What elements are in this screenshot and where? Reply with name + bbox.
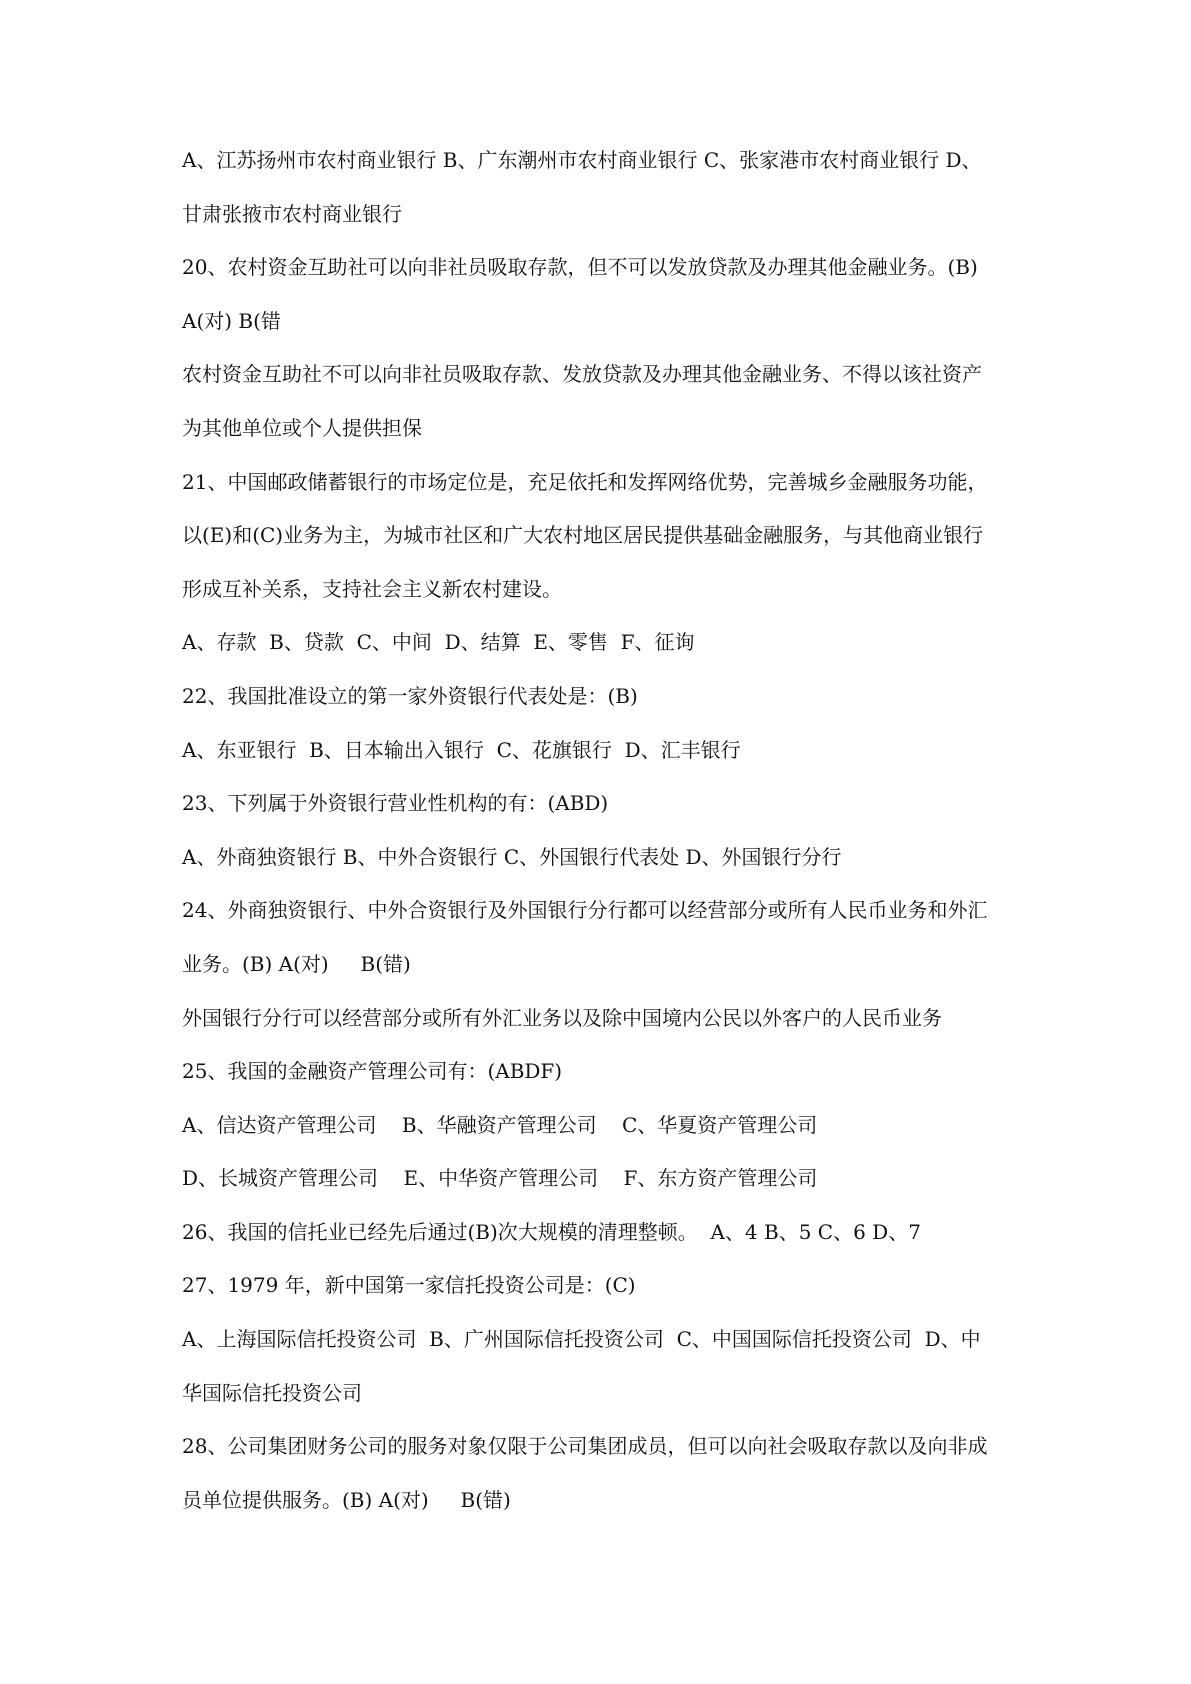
question-21: 21、中国邮政储蓄银行的市场定位是，充足依托和发挥网络优势，完善城乡金融服务功能， [182, 469, 988, 494]
question-24: 24、外商独资银行、中外合资银行及外国银行分行都可以经营部分或所有人民币业务和外汇 [182, 898, 988, 923]
question-28: 28、公司集团财务公司的服务对象仅限于公司集团成员，但可以向社会吸取存款以及向非成 [182, 1434, 988, 1459]
question-23-options: A、外商独资银行 B、中外合资银行 C、外国银行代表处 D、外国银行分行 [182, 844, 842, 869]
question-28-options: 员单位提供服务。(B) A(对) B(错) [182, 1487, 511, 1512]
question-26: 26、我国的信托业已经先后通过(B)次大规模的清理整顿。 A、4 B、5 C、6 D、7 [182, 1219, 921, 1244]
question-20-explanation: 农村资金互助社不可以向非社员吸取存款、发放贷款及办理其他金融业务、不得以该社资产 [182, 362, 982, 387]
question-24-options: 业务。(B) A(对) B(错) [182, 951, 411, 976]
question-27-options-continued: 华国际信托投资公司 [182, 1380, 362, 1405]
question-27-options: A、上海国际信托投资公司 B、广州国际信托投资公司 C、中国国际信托投资公司 D、中 [182, 1327, 981, 1352]
text-line-option-a-d-banks: A、江苏扬州市农村商业银行 B、广东潮州市农村商业银行 C、张家港市农村商业银行 D、 [182, 148, 982, 172]
question-21-continued: 以(E)和(C)业务为主，为城市社区和广大农村地区居民提供基础金融服务，与其他商业银行 [182, 523, 984, 548]
question-27: 27、1979 年，新中国第一家信托投资公司是：(C) [182, 1273, 636, 1298]
question-22-options: A、东亚银行 B、日本输出入银行 C、花旗银行 D、汇丰银行 [182, 737, 741, 762]
question-25-options-row-2: D、长城资产管理公司 E、中华资产管理公司 F、东方资产管理公司 [182, 1166, 818, 1191]
text-line-option-continuation: 甘肃张掖市农村商业银行 [182, 201, 402, 226]
question-20-options: A(对) B(错 [182, 308, 281, 333]
question-21-options: A、存款 B、贷款 C、中间 D、结算 E、零售 F、征询 [182, 630, 695, 655]
question-20-explanation-continued: 为其他单位或个人提供担保 [182, 415, 422, 440]
question-25: 25、我国的金融资产管理公司有：(ABDF) [182, 1059, 563, 1084]
question-20: 20、农村资金互助社可以向非社员吸取存款，但不可以发放贷款及办理其他金融业务。(B) [182, 255, 978, 280]
document-body [182, 150, 1022, 1543]
question-21-continued-2: 形成互补关系，支持社会主义新农村建设。 [182, 576, 562, 601]
question-22: 22、我国批准设立的第一家外资银行代表处是：(B) [182, 683, 638, 708]
question-23: 23、下列属于外资银行营业性机构的有：(ABD) [182, 791, 609, 816]
question-25-options-row-1: A、信达资产管理公司 B、华融资产管理公司 C、华夏资产管理公司 [182, 1112, 818, 1137]
question-24-explanation: 外国银行分行可以经营部分或所有外汇业务以及除中国境内公民以外客户的人民币业务 [182, 1005, 942, 1030]
